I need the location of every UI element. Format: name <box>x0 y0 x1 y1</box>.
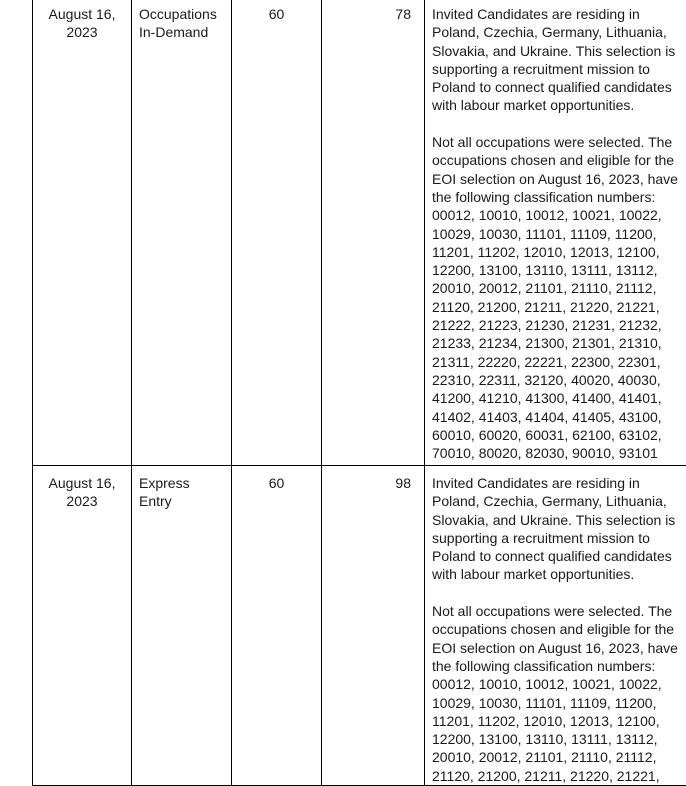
invitations-value: 78 <box>395 6 411 22</box>
notes-line: EOI selection on August 16, 2023, have <box>432 639 686 657</box>
stream-line: Occupations <box>139 5 231 23</box>
stream-line: Express <box>139 474 231 492</box>
notes-line: 00012, 10010, 10012, 10021, 10022, <box>432 206 686 224</box>
notes-line: 11201, 11202, 12010, 12013, 12100, <box>432 243 686 261</box>
notes-line: Invited Candidates are residing in <box>432 474 686 492</box>
notes-line: 11201, 11202, 12010, 12013, 12100, <box>432 712 686 730</box>
draw-date-line: August 16, <box>33 474 131 492</box>
table-row <box>33 0 686 466</box>
notes-line: Poland, Czechia, Germany, Lithuania, <box>432 492 686 510</box>
notes-paragraph <box>432 133 686 462</box>
stream-cell <box>132 466 232 786</box>
notes-line: the following classification numbers: <box>432 188 686 206</box>
score-value: 60 <box>269 6 285 22</box>
score-cell <box>232 466 322 786</box>
notes-line: 20010, 20012, 21101, 21110, 21112, <box>432 279 686 297</box>
invitations-value: 98 <box>395 475 411 491</box>
notes-line: supporting a recruitment mission to <box>432 60 686 78</box>
notes-line: the following classification numbers: <box>432 657 686 675</box>
notes-line: supporting a recruitment mission to <box>432 529 686 547</box>
notes-line: 10029, 10030, 11101, 11109, 11200, <box>432 694 686 712</box>
draw-date-line: 2023 <box>33 23 131 41</box>
notes-line: occupations chosen and eligible for the <box>432 620 686 638</box>
notes-cell <box>425 0 686 466</box>
notes-paragraph <box>432 474 686 584</box>
table-row <box>33 466 686 786</box>
draw-date-line: August 16, <box>33 5 131 23</box>
score-value: 60 <box>269 475 285 491</box>
notes-line: 41200, 41210, 41300, 41400, 41401, <box>432 389 686 407</box>
notes-line: 70010, 80020, 82030, 90010, 93101 <box>432 444 686 462</box>
notes-line: 21120, 21200, 21211, 21220, 21221, <box>432 298 686 316</box>
notes-line: with labour market opportunities. <box>432 96 686 114</box>
stream-line: Entry <box>139 492 231 510</box>
draw-date-cell <box>33 466 132 786</box>
draw-date-cell <box>33 0 132 466</box>
notes-line: Poland to connect qualified candidates <box>432 547 686 565</box>
notes-line: 21233, 21234, 21300, 21301, 21310, <box>432 334 686 352</box>
notes-line: Not all occupations were selected. The <box>432 602 686 620</box>
notes-cell <box>425 466 686 786</box>
draws-table <box>32 0 686 786</box>
notes-line: EOI selection on August 16, 2023, have <box>432 170 686 188</box>
notes-line: Poland, Czechia, Germany, Lithuania, <box>432 23 686 41</box>
notes-line: 10029, 10030, 11101, 11109, 11200, <box>432 225 686 243</box>
notes-line: with labour market opportunities. <box>432 565 686 583</box>
notes-line: 21120, 21200, 21211, 21220, 21221, <box>432 767 686 785</box>
notes-line: 12200, 13100, 13110, 13111, 13112, <box>432 730 686 748</box>
notes-line: 21222, 21223, 21230, 21231, 21232, <box>432 316 686 334</box>
notes-paragraph <box>432 602 686 785</box>
notes-line: Poland to connect qualified candidates <box>432 78 686 96</box>
notes-line: Invited Candidates are residing in <box>432 5 686 23</box>
stream-line: In-Demand <box>139 23 231 41</box>
notes-line: 20010, 20012, 21101, 21110, 21112, <box>432 748 686 766</box>
notes-line: 00012, 10010, 10012, 10021, 10022, <box>432 675 686 693</box>
score-cell <box>232 0 322 466</box>
notes-line: 22310, 22311, 32120, 40020, 40030, <box>432 371 686 389</box>
notes-paragraph <box>432 5 686 115</box>
invitations-cell <box>322 466 425 786</box>
notes-line: 41402, 41403, 41404, 41405, 43100, <box>432 408 686 426</box>
notes-line: 60010, 60020, 60031, 62100, 63102, <box>432 426 686 444</box>
notes-line: 12200, 13100, 13110, 13111, 13112, <box>432 261 686 279</box>
notes-line: Not all occupations were selected. The <box>432 133 686 151</box>
notes-line: 21311, 22220, 22221, 22300, 22301, <box>432 353 686 371</box>
draw-date-line: 2023 <box>33 492 131 510</box>
notes-line: Slovakia, and Ukraine. This selection is <box>432 511 686 529</box>
stream-cell <box>132 0 232 466</box>
invitations-cell <box>322 0 425 466</box>
notes-line: occupations chosen and eligible for the <box>432 151 686 169</box>
notes-line: Slovakia, and Ukraine. This selection is <box>432 42 686 60</box>
